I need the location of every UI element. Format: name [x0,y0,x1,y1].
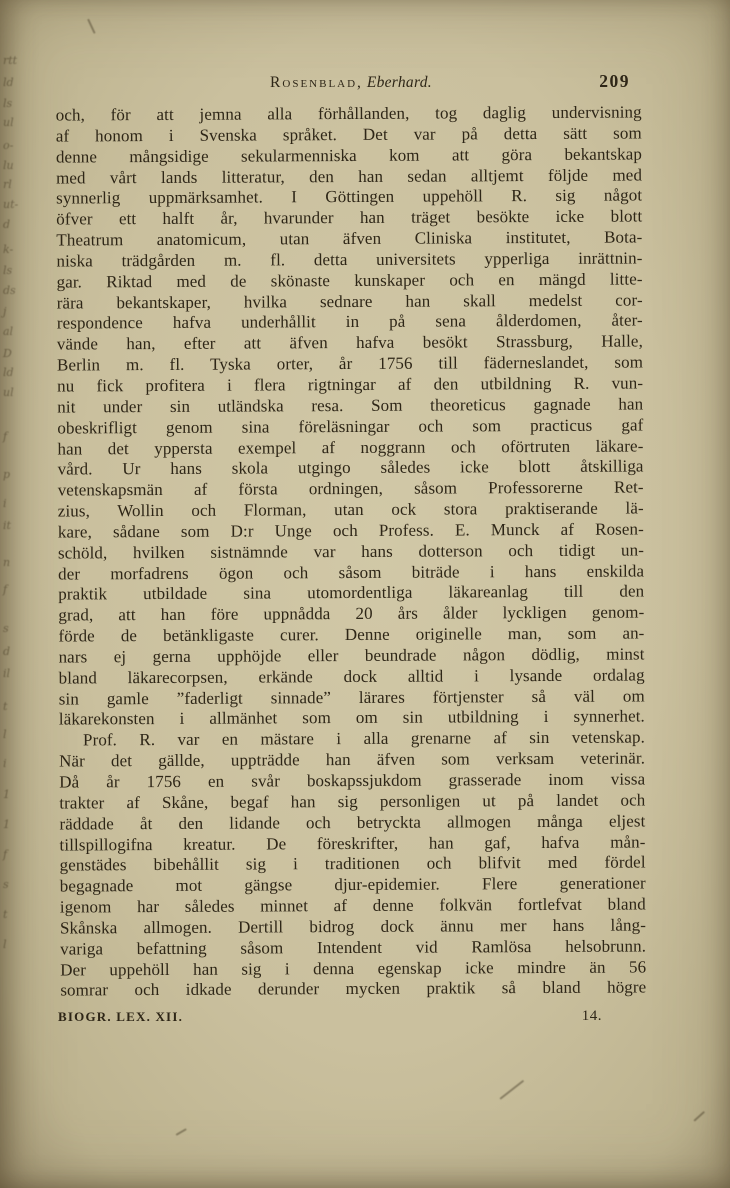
marginalia-mark: rl [3,178,12,191]
marginalia-mark: t [3,700,8,713]
marginalia-mark: f [3,430,8,443]
marginalia-mark: i [3,757,7,770]
marginalia-mark: ld [3,366,14,379]
page-footer [58,1009,644,1029]
text-line: öfver ett halft år, hvarunder han träget besökte icke blott [56,206,643,229]
marginalia-mark: ul [3,386,14,399]
text-line: grad, att han före uppnådda 20 års ålder lyckligen genom- [58,602,645,625]
running-header [58,71,644,96]
text-line: trakter af Skåne, begaf han sig personligen ut på landet och [59,790,646,813]
text-line: När det gällde, uppträdde han äfven som verksam veterinär. [59,748,646,771]
marginalia-mark: ls [3,264,13,277]
text-line: respondence hafva underhållit in på sena ålderdomen, åter- [56,310,643,333]
text-line: bland läkarecorpsen, erkände dock alltid i lysande ordalag [58,665,645,688]
marginalia-mark: d [3,645,11,658]
marginalia-mark: 1 [3,818,10,831]
text-line: praktik utbildade sina utomordentliga läkareanlag till den [58,581,645,604]
marginalia-mark: D [3,347,12,360]
marginalia-mark: i [3,497,7,510]
text-line: af honom i Svenska språket. Det var på detta sätt som [55,123,642,146]
text-line: tillspillogifna kreatur. De föreskrifter, han gaf, hafva mån- [59,831,646,855]
pen-stroke [499,1080,524,1100]
sheet-number: 14. [581,1008,602,1024]
marginalia-mark: l [3,938,7,951]
pen-stroke [693,1111,705,1122]
text-line: synnerlig uppmärksamhet. I Göttingen uppehöll R. sig något [56,185,643,208]
text-line: genstädes bibehållit sig i traditionen och blifvit med fördel [59,852,646,875]
text-line: Då år 1756 en svår boskapssjukdom grasserade inom vissa [59,769,646,792]
marginalia-mark: j [3,305,7,318]
marginalia-mark: ld [3,76,14,89]
marginalia-mark: rtt [3,54,18,67]
marginalia-mark: f [3,848,8,861]
marginalia-mark: f [3,583,8,596]
marginalia-mark: k- [3,243,14,256]
marginalia-mark: n [3,556,11,569]
text-line: Skånska allmogen. Dertill bidrog dock ännu mer hans lång- [59,915,647,938]
marginalia-mark: d [3,218,11,231]
signature-mark: BIOGR. LEX. XII. [58,1009,184,1024]
text-line: nit under sin utländska resa. Som theoreticus gagnade han [57,394,644,417]
text-line: zius, Wollin och Florman, utan ock stora praktiserande lä- [57,498,644,521]
pen-stroke [87,19,96,34]
pen-stroke [176,1128,187,1136]
marginalia-mark: lu [3,159,14,172]
text-line: begagnade mot gängse djur-epidemier. Flere generationer [59,873,646,896]
marginalia-mark: o- [3,139,14,152]
text-line: vände han, efter att äfven hafva besökt Strassburg, Halle, [56,331,643,354]
text-line: rära bekantskaper, hvilka sednare han skall medelst cor- [56,290,643,313]
text-line: denne mångsidige sekularmenniska kom att göra bekantskap [55,144,642,167]
text-line: Berlin m. fl. Tyska orter, år 1756 till fäderneslandet, som [56,352,644,375]
text-line: han det yppersta exempel af noggrann och oförtruten läkare- [57,435,644,459]
text-line: med vårt lands litteratur, den han sedan alltjemt följde med [55,165,643,188]
marginalia-mark: l [3,728,7,741]
marginalia-mark: s [3,878,9,891]
header-forename: Eberhard. [366,74,432,91]
marginalia-mark: ls [3,97,13,110]
text-line: somrar och idkade derunder mycken praktik så bland högre [60,977,647,1000]
text-line: der morfadrens ögon och såsom biträde i hans enskilda [58,561,645,584]
marginalia-mark: il [3,667,11,680]
text-line: räddade åt den lidande och betryckta allmogen många eljest [59,811,646,834]
text-line: gar. Riktad med de skönaste kunskaper och en mängd litte- [56,269,643,292]
text-line: Der uppehöll han sig i denna egenskap icke mindre än 56 [60,957,647,980]
page-number: 209 [599,71,630,91]
marginalia-mark: ds [3,284,16,297]
paragraph [56,102,645,730]
text-line: förde de betänkligaste curer. Denne originelle man, som an- [58,623,645,646]
marginalia-mark: ut- [3,198,19,211]
text-line: Theatrum anatomicum, utan äfven Cliniska institutet, Bota- [56,227,643,250]
body-text [56,102,647,1001]
text-line: kare, sådane som D:r Unge och Profess. E. Munck af Rosen- [57,519,644,542]
text-line: och, för att jemna alla förhållanden, tog daglig undervisning [55,102,642,125]
paragraph [59,728,646,1002]
text-line: obeskrifligt genom sina föreläsningar och som practicus gaf [57,415,644,438]
text-line: nars ej gerna upphöjde eller beundrade någon dödlig, minst [58,644,645,667]
text-line: nu fick profitera i flera rigtningar af den utbildning R. vun- [57,373,644,396]
page-title [58,74,644,92]
text-line: variga befattning såsom Intendent vid Ramlösa helsobrunn. [60,936,647,959]
text-line: vård. Ur hans skola utgingo således icke blott åtskilliga [57,456,644,479]
text-line: läkarekonsten i allmänhet som om sin utbildning i synnerhet. [58,706,645,730]
marginalia-mark: p [3,468,11,481]
text-line: vetenskapsmän af första ordningen, såsom Professorerne Ret- [57,477,644,500]
text-line: sin gamle ”faderligt sinnade” lärares förtjenster så väl om [58,686,645,709]
text-line: schöld, hvilken sistnämnde var hans dotterson och tidigt un- [57,540,645,563]
text-line: niska trädgården m. fl. detta universitets ypperliga inrättnin- [56,248,643,271]
marginalia-mark: ul [3,116,14,129]
header-surname: Rosenblad, [270,74,363,91]
marginalia-mark: it [3,519,11,532]
marginalia-mark: t [3,908,8,921]
marginalia-mark: al [3,325,14,338]
marginalia-mark: s [3,622,9,635]
text-line: igenom har således minnet af denne folkvän fortlefvat bland [59,894,646,917]
marginalia-mark: 1 [3,788,10,801]
text-line: Prof. R. var en mästare i alla grenarne af sin vetenskap. [82,727,646,750]
